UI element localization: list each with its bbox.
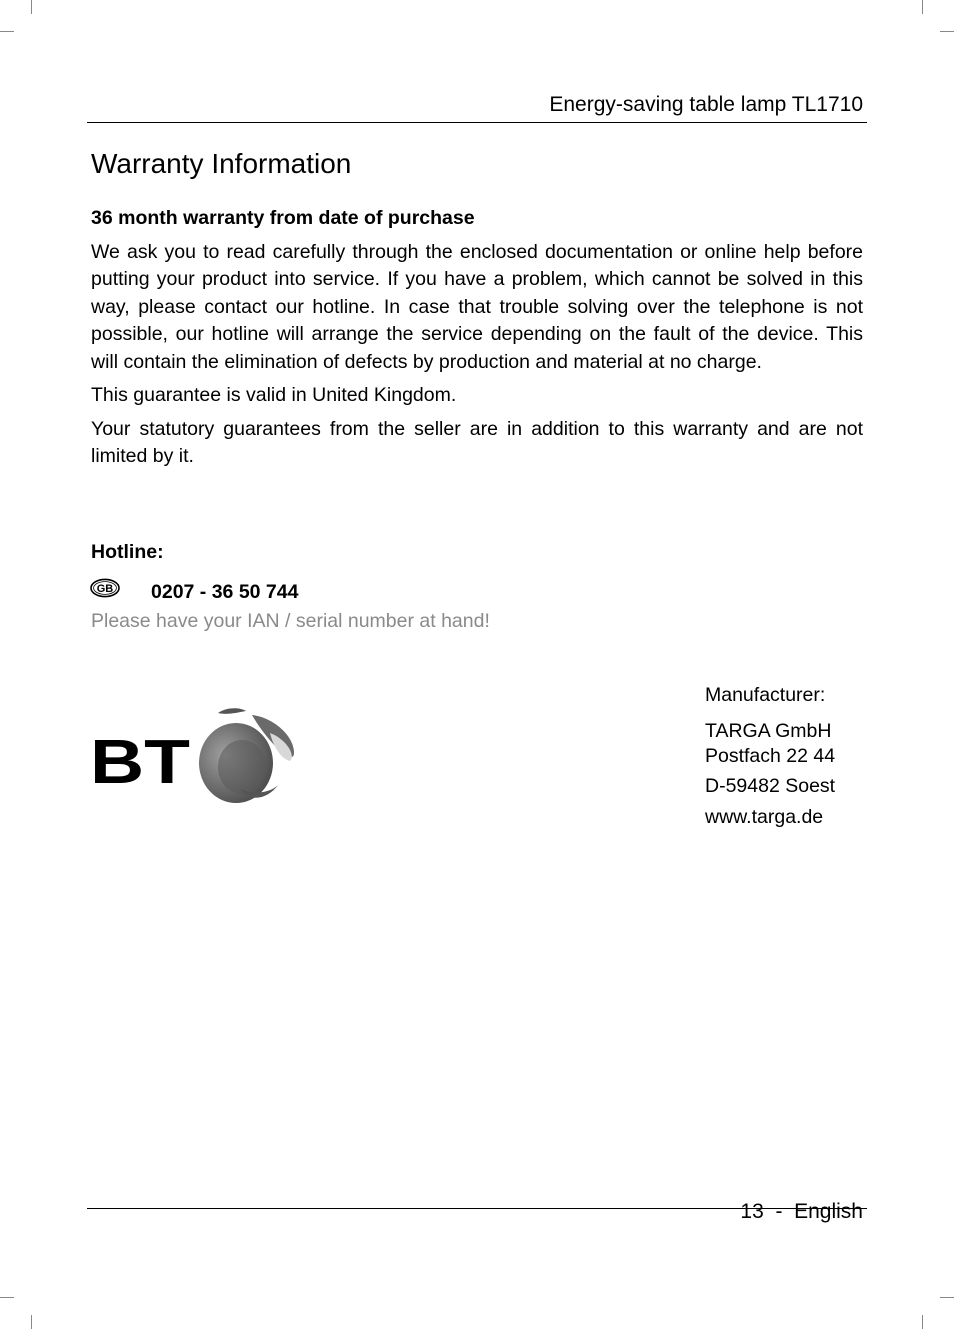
hotline-note: Please have your IAN / serial number at hand!: [91, 610, 490, 632]
page-number: 13: [740, 1200, 764, 1223]
manufacturer-website[interactable]: www.targa.de: [705, 806, 824, 828]
gb-country-badge-icon: [90, 578, 120, 598]
crop-mark: [0, 1297, 14, 1298]
crop-mark: [922, 0, 923, 14]
crop-mark: [940, 1297, 954, 1298]
warranty-heading: 36 month warranty from date of purchase: [91, 207, 475, 229]
bt-piper-globe-logo: [90, 703, 298, 807]
running-header: Energy-saving table lamp TL1710: [549, 93, 863, 116]
gb-country-code: GB: [96, 583, 114, 595]
crop-mark: [31, 0, 32, 14]
crop-mark: [31, 1315, 32, 1329]
manufacturer-po-box: Postfach 22 44: [705, 745, 836, 767]
manufacturer-label: Manufacturer:: [705, 684, 826, 706]
manufacturer-block: [705, 683, 835, 830]
page-title: Warranty Information: [91, 148, 352, 179]
manufacturer-name: TARGA GmbH: [705, 720, 832, 742]
bt-logo-text: BT: [90, 728, 191, 797]
warranty-paragraph: This guarantee is valid in United Kingdom.: [91, 384, 457, 406]
page-footer: [740, 1199, 863, 1225]
warranty-paragraph: We ask you to read carefully through the enclosed documentation or online help before putting your product into service. If you have a problem, which cannot be solved in this way, please contact our hotline. In case that trouble solving over the telephone is not possible, our hotline will arrange the service depending on the fault of the device. This will contain the elimination of defects by production and material at no charge.: [91, 240, 863, 373]
warranty-paragraph: Your statutory guarantees from the seller are in addition to this warranty and are not limited by it.: [91, 417, 863, 467]
hotline-label: Hotline:: [91, 541, 164, 563]
header-rule: [87, 122, 867, 123]
crop-mark: [0, 31, 14, 32]
hotline-number: 0207 - 36 50 744: [151, 581, 299, 603]
crop-mark: [922, 1315, 923, 1329]
manufacturer-city: D-59482 Soest: [705, 775, 836, 797]
footer-language: English: [794, 1200, 863, 1223]
crop-mark: [940, 31, 954, 32]
warranty-section: [91, 205, 863, 477]
footer-separator: -: [775, 1200, 783, 1223]
